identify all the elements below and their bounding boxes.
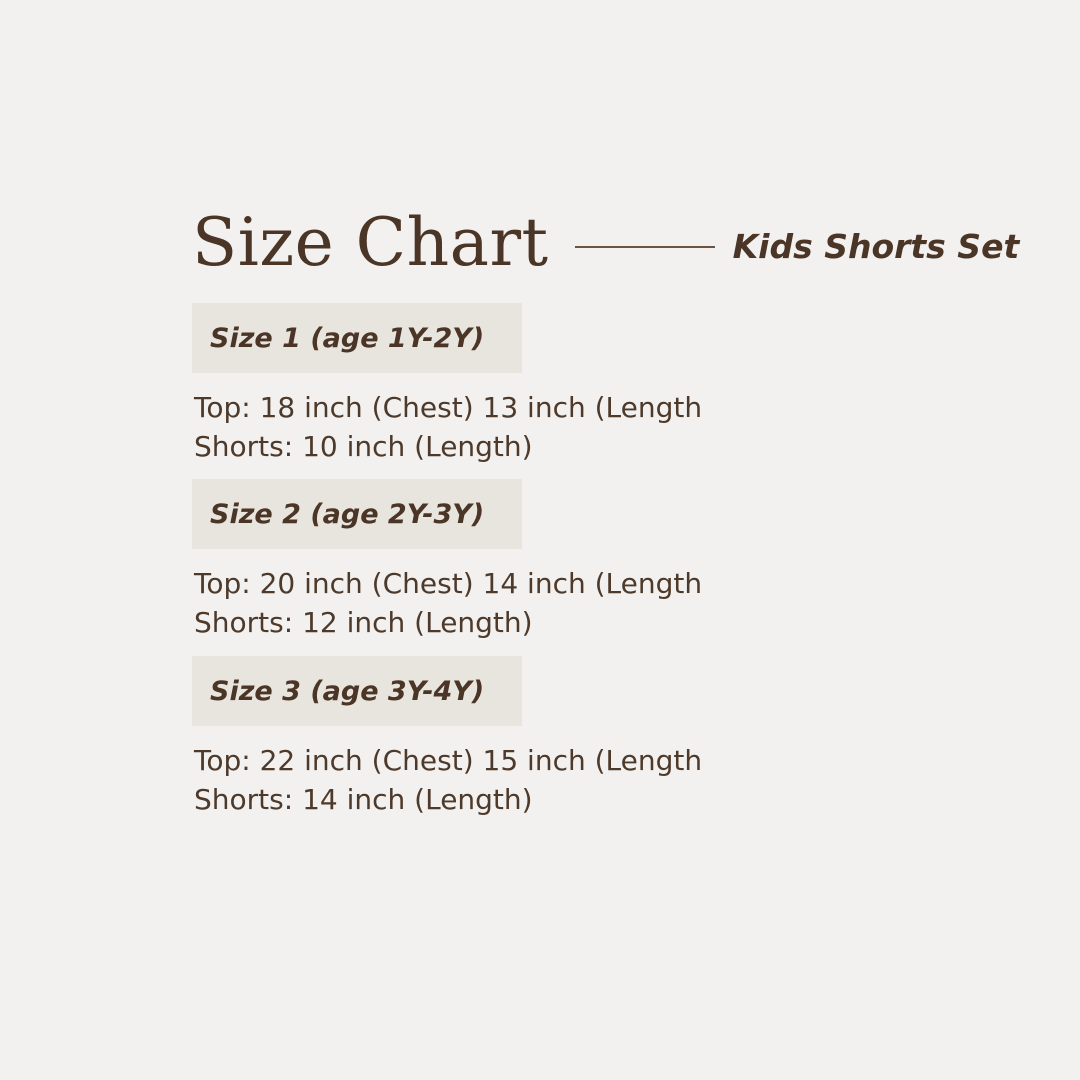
size-section [192, 479, 1012, 642]
measurement-line-shorts: Shorts: 12 inch (Length) [194, 605, 533, 639]
size-band [192, 303, 522, 373]
size-label: Size 2 (age 2Y-3Y) [210, 498, 485, 530]
measurement-block [192, 389, 1012, 466]
size-section [192, 656, 1012, 819]
page-title: Size Chart [192, 204, 549, 281]
size-band [192, 656, 522, 726]
measurement-line-shorts: Shorts: 10 inch (Length) [194, 429, 533, 463]
size-band [192, 479, 522, 549]
measurement-line-shorts: Shorts: 14 inch (Length) [194, 782, 533, 816]
size-label: Size 3 (age 3Y-4Y) [210, 675, 485, 707]
divider-line [575, 246, 715, 248]
page-header [192, 198, 1020, 288]
page-subtitle: Kids Shorts Set [732, 226, 1020, 266]
measurement-line-top: Top: 20 inch (Chest) 14 inch (Length [194, 567, 703, 600]
measurement-block [192, 565, 1012, 642]
measurement-line-top: Top: 18 inch (Chest) 13 inch (Length [194, 391, 703, 424]
size-section [192, 303, 1012, 466]
size-label: Size 1 (age 1Y-2Y) [210, 322, 485, 354]
measurement-block [192, 742, 1012, 819]
measurement-line-top: Top: 22 inch (Chest) 15 inch (Length [194, 744, 703, 777]
